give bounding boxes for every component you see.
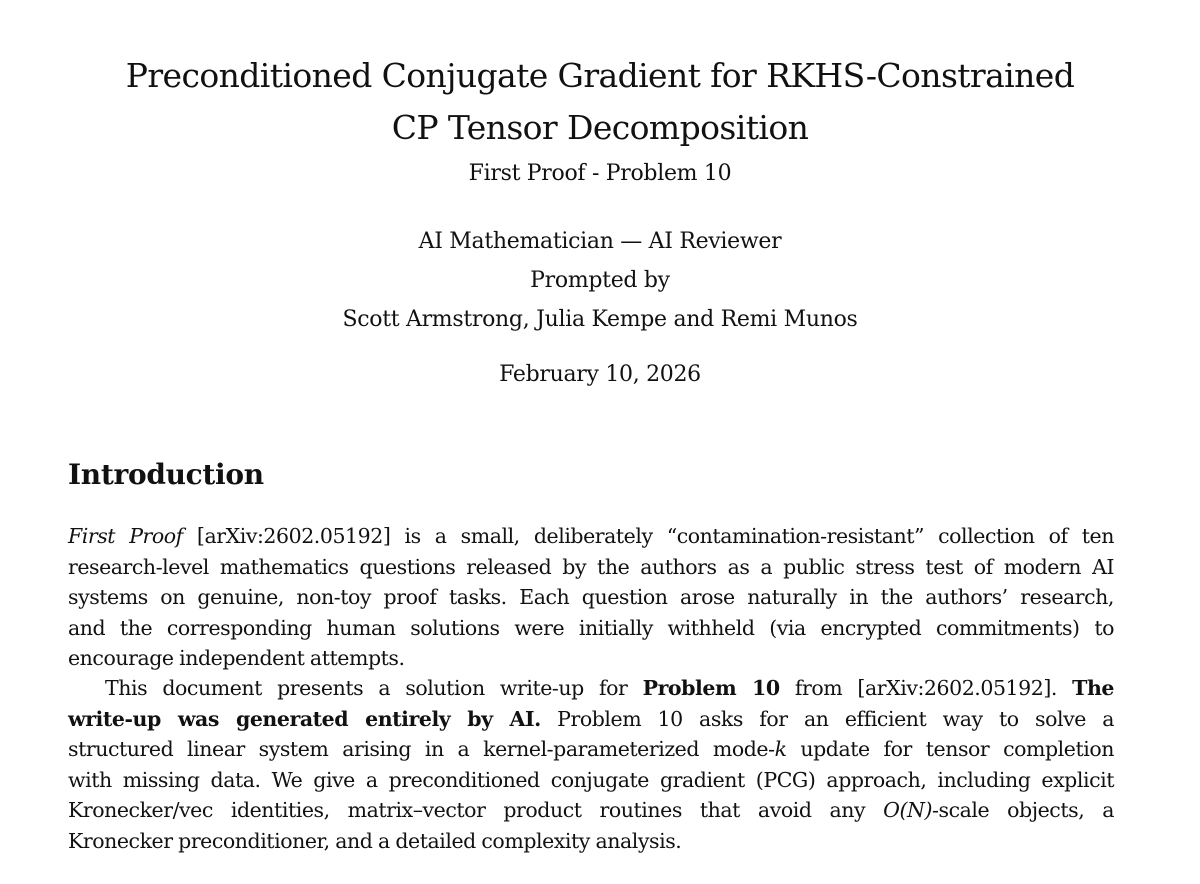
paper-title bbox=[0, 50, 1200, 154]
para1-line-2: research-level mathematics questions released by the authors as a public stress test of modern AI bbox=[68, 554, 1114, 579]
para1-line-3: systems on genuine, non-toy proof tasks. Each question arose naturally in the authors’ research, bbox=[68, 585, 1114, 609]
section-heading-introduction: Introduction bbox=[68, 458, 264, 491]
para1-line-4: and the corresponding human solutions were initially withheld (via encrypted commitments) to bbox=[68, 615, 1114, 640]
para2-line-1-text-a: This document presents a solution write-up for bbox=[105, 676, 643, 700]
para2-line-6: Kronecker preconditioner, and a detailed complexity analysis. bbox=[68, 828, 682, 853]
paper-subtitle: First Proof - Problem 10 bbox=[468, 161, 732, 186]
paper-date: February 10, 2026 bbox=[499, 362, 701, 387]
authors-line: AI Mathematician — AI Reviewer bbox=[418, 229, 782, 254]
problem-10-bold: Problem 10 bbox=[642, 676, 780, 700]
title-line-2: CP Tensor Decomposition bbox=[391, 108, 809, 147]
intro-paragraph-1 bbox=[68, 521, 1114, 674]
para2-line-3 bbox=[68, 734, 1114, 765]
intro-paragraph-2 bbox=[68, 673, 1114, 856]
para2-line-1-text-b: from [arXiv:2602.05192]. bbox=[779, 676, 1073, 700]
para1-line-1 bbox=[68, 521, 1114, 552]
the-bold: The bbox=[1072, 676, 1114, 700]
para1-line-5: encourage independent attempts. bbox=[68, 646, 405, 670]
mode-k-math: k bbox=[774, 737, 787, 761]
para2-line-1 bbox=[68, 673, 1114, 704]
para1-line-1-text: [arXiv:2602.05192] is a small, deliberately “contamination-resistant” collection of ten bbox=[182, 524, 1114, 548]
author-names: Scott Armstrong, Julia Kempe and Remi Munos bbox=[342, 307, 858, 332]
ai-generated-bold: write-up was generated entirely by AI. bbox=[68, 706, 541, 731]
big-o-math: O(N) bbox=[883, 798, 933, 822]
para2-line-5-text-a: Kronecker/vec identities, matrix–vector product routines that avoid any bbox=[68, 798, 884, 822]
para2-line-3-text-b: update for tensor completion bbox=[786, 737, 1115, 761]
para2-line-5-text-b: -scale objects, a bbox=[932, 798, 1114, 822]
para2-line-4: with missing data. We give a preconditioned conjugate gradient (PCG) approach, including explicit bbox=[68, 767, 1114, 792]
prompted-by-line: Prompted by bbox=[530, 268, 670, 293]
title-line-1: Preconditioned Conjugate Gradient for RKHS-Constrained bbox=[125, 56, 1075, 95]
para2-line-5 bbox=[68, 795, 1114, 826]
para2-line-2-text: Problem 10 asks for an efficient way to solve a bbox=[540, 706, 1114, 731]
first-proof-italic: First Proof bbox=[68, 524, 183, 548]
para2-line-2 bbox=[68, 704, 1114, 735]
para2-line-3-text-a: structured linear system arising in a kernel-parameterized mode- bbox=[68, 737, 775, 761]
